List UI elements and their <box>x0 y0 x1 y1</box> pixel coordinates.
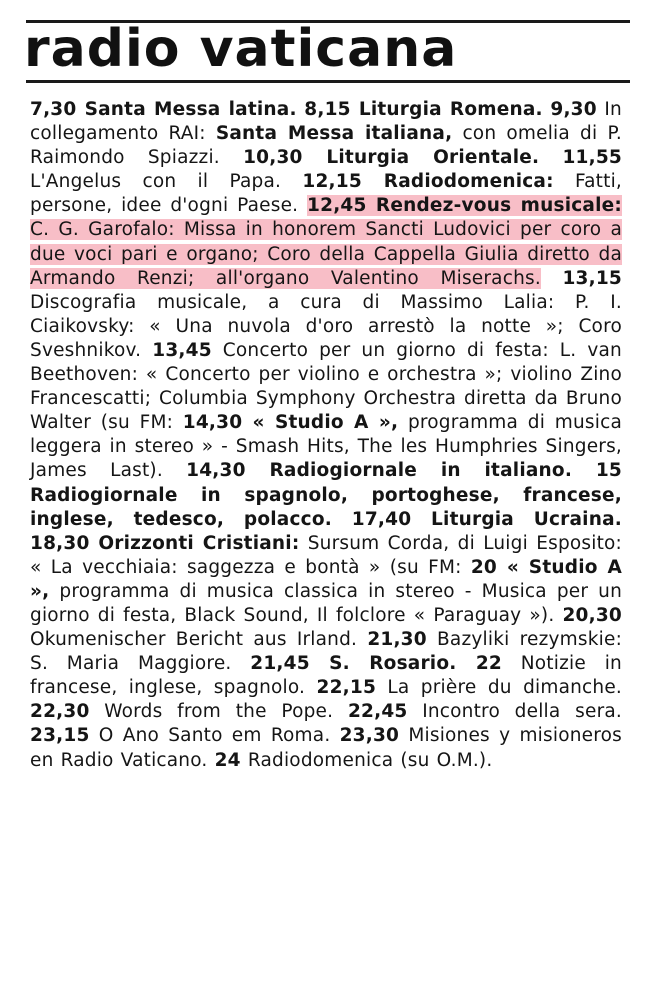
schedule-description: Concerto per un giorno di festa: L. van Beethoven: « Concerto per violino e orchestra »; violino Zino Francescatti; Columbia Symphony Orchestra diretta da Bruno Walter (su FM: <box>30 339 622 434</box>
schedule-time-title: 22,30 <box>30 701 90 723</box>
schedule-description: Bazyliki rezymskie: S. Maria Maggiore. <box>30 629 622 675</box>
schedule-time-title: 20 « Studio A », <box>30 556 622 602</box>
schedule-time-title: 24 <box>214 749 241 771</box>
highlighted-program: C. G. Garofalo: Missa in honorem Sancti Ludovici per coro a due voci pari e organo; Coro della Cappella Giulia diretto da Armando Renzi; all'organo Valentino Miserachs. <box>30 219 622 289</box>
schedule-description: Sursum Corda, di Luigi Esposito: « La vecchiaia: saggezza e bontà » (su FM: <box>30 532 622 578</box>
schedule-description <box>541 268 563 289</box>
schedule-description: O Ano Santo em Roma. <box>89 725 340 747</box>
schedule-time-title: 13,45 <box>152 339 212 361</box>
schedule-text <box>30 98 622 773</box>
schedule-description: Words from the Pope. <box>89 701 348 723</box>
schedule-time-title: 7,30 <box>30 99 85 120</box>
schedule-time-title: 9,30 <box>550 99 597 120</box>
schedule-time-title: 20,30 <box>562 604 622 626</box>
schedule-description: Misiones y misioneros en Radio Vaticano. <box>30 725 622 771</box>
schedule-description <box>539 147 562 168</box>
schedule-time-title: 13,15 <box>562 267 622 289</box>
schedule-time-title: 10,30 Liturgia Orientale. <box>243 147 540 169</box>
schedule-time-title: 14,30 « Studio A », <box>182 412 399 434</box>
schedule-time-title: 22,45 <box>347 701 408 723</box>
schedule-time-title: 21,30 <box>367 629 427 651</box>
schedule-description: Incontro della sera. <box>407 701 622 723</box>
schedule-time-title: 11,55 <box>562 147 622 169</box>
schedule-time-title: Santa Messa italiana, <box>215 123 453 145</box>
page-title: radio vaticana <box>24 19 458 79</box>
schedule-time-title: 12,15 Radiodomenica: <box>302 171 554 193</box>
schedule-description: Discografia musicale, a cura di Massimo Lalia: P. I. Ciaikovsky: « Una nuvola d'oro arrestò la notte »; Coro Sveshnikov. <box>30 291 622 361</box>
schedule-description: programma di musica classica in stereo - Musica per un giorno di festa, Black Sound, Il folclore « Paraguay »). <box>30 580 622 626</box>
schedule-description: In collegamento RAI: <box>30 99 622 145</box>
schedule-description: con omelia di P. Raimondo Spiazzi. <box>30 123 623 169</box>
schedule-time-title: 23,15 <box>30 725 90 747</box>
schedule-description: Notizie in francese, inglese, spagnolo. <box>30 653 622 699</box>
schedule-description: L'Angelus con il Papa. <box>30 171 303 193</box>
schedule-time-title: Liturgia Romena. <box>358 99 543 120</box>
schedule-description: Fatti, persone, idee d'ogni Paese. <box>30 171 622 217</box>
schedule-time-title: 23,30 <box>339 725 400 747</box>
highlighted-program: 12,45 Rendez-vous musicale: <box>307 195 622 217</box>
schedule-description: Radiodomenica (su O.M.). <box>240 749 493 771</box>
schedule-description: programma di musica leggera in stereo » - Smash Hits, The les Humphries Singers, James Last). <box>30 412 622 482</box>
schedule-time-title: 21,45 S. Rosario. 22 <box>250 653 502 675</box>
schedule-description: Okumenischer Bericht aus Irland. <box>30 629 368 651</box>
schedule-time-title: Santa Messa latina. <box>84 99 297 120</box>
schedule-time-title: 8,15 <box>304 99 359 120</box>
schedule-time-title: 14,30 Radiogiornale in italiano. 15 Radiogiornale in spagnolo, portoghese, francese, inglese, tedesco, polacco. 17,40 Liturgia Ucraina. 18,30 Orizzonti Cristiani: <box>30 460 622 554</box>
schedule-time-title: 22,15 <box>316 677 377 699</box>
schedule-description: La prière du dimanche. <box>376 677 622 699</box>
header-bottom-rule <box>26 80 630 83</box>
